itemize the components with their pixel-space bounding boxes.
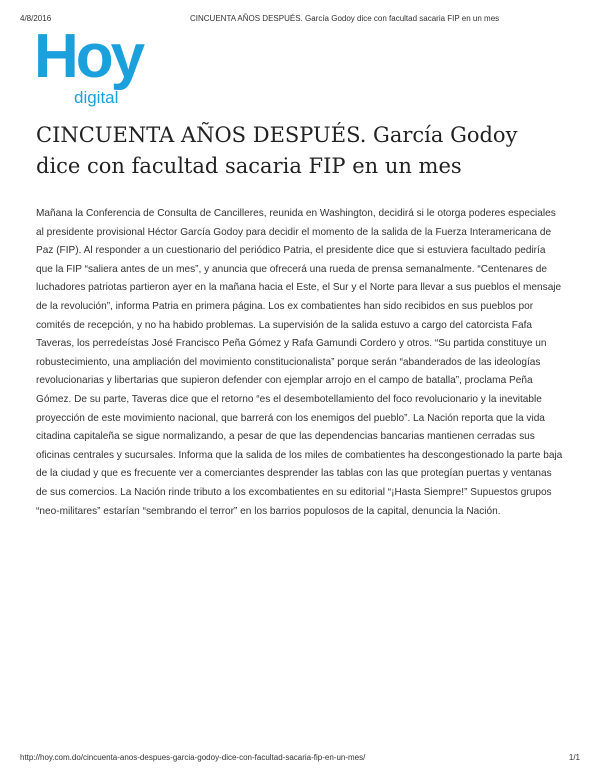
article-body: Mañana la Conferencia de Consulta de Cancilleres, reunida en Washington, decidirá si le otorga poderes especiales al presidente provisional Héctor García Godoy para decidir el momento de la salida de la Fuerza Interamericana de Paz (FIP). Al responder a un cuestionario del periódico Patria, el presidente dice que si estuviera facultado pediría que la FIP “saliera antes de un mes”, y anuncia que ofrecerá una rueda de prensa semanalmente. “Centenares de luchadores patriotas partieron ayer en la mañana hacia el Este, el Sur y el Norte para llevar a sus pueblos el mensaje de la revolución”, informa Patria en primera página. Los ex combatientes han sido recibidos en sus pueblos por comités de recepción, y no ha habido problemas. La supervisión de la salida estuvo a cargo del catorcista Fafa Taveras, los perredeístas José Francisco Peña Gómez y Rafa Gamundi Cordero y otros. “Su partida constituye un robustecimiento, una ampliación del movimiento constitucionalista” porque serán “abanderados de las ideologías revolucionarias y libertarias que supieron defender con ejemplar arrojo en el campo de batalla”, proclama Peña Gómez. De su parte, Taveras dice que el retorno “es el desembotellamiento del foco revolucionario y la inevitable proyección de este movimiento nacional, que barrerá con los enemigos del pueblo”. La Nación reporta que la vida citadina capitaleña se sigue normalizando, a pesar de que las dependencias bancarias mantienen cerradas sus oficinas centrales y sucursales. Informa que la salida de los miles de combatientes ha descongestionado la parte baja de la ciudad y que es frecuente ver a comerciantes desprender las tablas con las que protegían puertas y ventanas de sus comercios. La Nación rinde tributo a los excombatientes en su editorial “¡Hasta Siempre!” Supuestos grupos “neo-militares” estarían “sembrando el terror” en los barrios populosos de la capital, denuncia la Nación.: [36, 208, 563, 517]
print-page-title: CINCUENTA AÑOS DESPUÉS. García Godoy dice con facultad sacaria FIP en un mes: [190, 14, 500, 23]
logo-subtitle: digital: [74, 88, 119, 107]
hoy-digital-logo[interactable]: [34, 22, 184, 114]
logo-wordmark: Hoy: [34, 22, 143, 91]
print-footer: [20, 753, 580, 765]
print-date: 4/8/2016: [20, 14, 52, 23]
article-headline: CINCUENTA AÑOS DESPUÉS. García Godoy dice con facultad sacaria FIP en un mes: [36, 123, 518, 178]
print-page-number: 1/1: [568, 753, 580, 762]
print-url: http://hoy.com.do/cincuenta-anos-despues-garcia-godoy-dice-con-facultad-sacaria-fip-en-un-mes/: [20, 753, 366, 762]
